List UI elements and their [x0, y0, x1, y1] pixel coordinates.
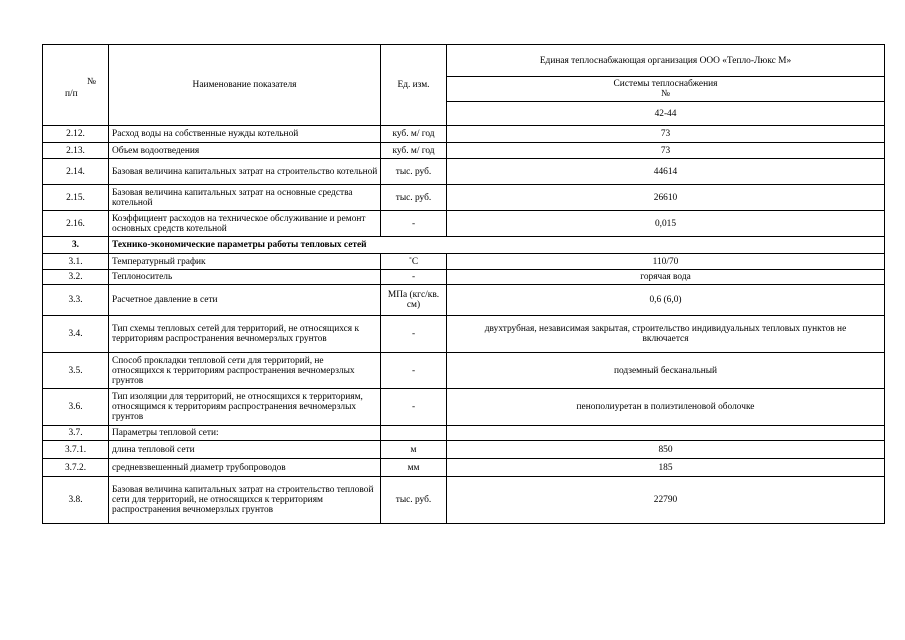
- table-row: [43, 185, 885, 211]
- row-value: 44614: [447, 159, 885, 185]
- row-unit: тыс. руб.: [381, 159, 447, 185]
- row-num: 2.15.: [43, 185, 109, 211]
- row-value: пенополиуретан в полиэтиленовой оболочке: [447, 389, 885, 426]
- table-row: [43, 441, 885, 459]
- header-system-id: 42-44: [447, 102, 885, 126]
- row-unit: [381, 426, 447, 441]
- header-pp: п/п: [65, 89, 78, 99]
- header-indicator: Наименование показателя: [109, 45, 381, 126]
- row-unit: м: [381, 441, 447, 459]
- table-row: [43, 143, 885, 159]
- row-num: 3.3.: [43, 285, 109, 316]
- row-unit: тыс. руб.: [381, 477, 447, 524]
- row-value: 22790: [447, 477, 885, 524]
- row-num: 3.7.: [43, 426, 109, 441]
- header-systems-num: №: [661, 89, 670, 99]
- header-systems: [447, 77, 885, 102]
- section-row: [43, 237, 885, 254]
- row-unit: куб. м/ год: [381, 143, 447, 159]
- parameters-table: [42, 44, 885, 524]
- row-unit: мм: [381, 459, 447, 477]
- row-value: 26610: [447, 185, 885, 211]
- row-name: Параметры тепловой сети:: [109, 426, 381, 441]
- row-num: 3.5.: [43, 353, 109, 389]
- header-unit: Ед. изм.: [381, 45, 447, 126]
- row-name: средневзвешенный диаметр трубопроводов: [109, 459, 381, 477]
- row-name: Температурный график: [109, 254, 381, 270]
- header-organization: Единая теплоснабжающая организация ООО «Тепло-Люкс М»: [447, 45, 885, 77]
- row-value: 110/70: [447, 254, 885, 270]
- header-number-cell: [43, 45, 109, 126]
- row-num: 2.12.: [43, 126, 109, 143]
- table-row: [43, 159, 885, 185]
- row-unit: -: [381, 211, 447, 237]
- row-value: 185: [447, 459, 885, 477]
- row-name: Тип изоляции для территорий, не относящихся к территориям, относящимся к территориям распространения вечномерзлых грунтов: [109, 389, 381, 426]
- table-row: [43, 477, 885, 524]
- row-unit: -: [381, 353, 447, 389]
- row-name: Расчетное давление в сети: [109, 285, 381, 316]
- row-num: 3.4.: [43, 316, 109, 353]
- row-unit: куб. м/ год: [381, 126, 447, 143]
- row-value: 0,015: [447, 211, 885, 237]
- table-row: [43, 316, 885, 353]
- table-row: [43, 459, 885, 477]
- row-name: Расход воды на собственные нужды котельной: [109, 126, 381, 143]
- row-unit: тыс. руб.: [381, 185, 447, 211]
- row-unit: -: [381, 270, 447, 285]
- section-title: Технико-экономические параметры работы тепловых сетей: [109, 237, 885, 254]
- header-number-sign: №: [87, 77, 96, 87]
- table-row: [43, 211, 885, 237]
- row-num: 3.2.: [43, 270, 109, 285]
- section-num: 3.: [43, 237, 109, 254]
- row-num: 3.7.2.: [43, 459, 109, 477]
- row-value: 850: [447, 441, 885, 459]
- row-num: 3.7.1.: [43, 441, 109, 459]
- row-name: Базовая величина капитальных затрат на основные средства котельной: [109, 185, 381, 211]
- row-name: Объем водоотведения: [109, 143, 381, 159]
- row-value: двухтрубная, независимая закрытая, строительство индивидуальных тепловых пунктов не включается: [447, 316, 885, 353]
- row-num: 3.6.: [43, 389, 109, 426]
- row-value: горячая вода: [447, 270, 885, 285]
- header-systems-label: Системы теплоснабжения: [613, 79, 718, 89]
- row-value: [447, 426, 885, 441]
- row-value: 73: [447, 143, 885, 159]
- row-num: 2.14.: [43, 159, 109, 185]
- row-value: подземный бесканальный: [447, 353, 885, 389]
- table-row: [43, 389, 885, 426]
- row-unit: -: [381, 316, 447, 353]
- row-unit: МПа (кгс/кв. см): [381, 285, 447, 316]
- row-value: 73: [447, 126, 885, 143]
- row-name: Теплоноситель: [109, 270, 381, 285]
- row-unit: ˚С: [381, 254, 447, 270]
- row-value: 0,6 (6,0): [447, 285, 885, 316]
- row-name: Способ прокладки тепловой сети для территорий, не относящихся к территориям распространения вечномерзлых грунтов: [109, 353, 381, 389]
- table-row: [43, 254, 885, 270]
- row-name: Базовая величина капитальных затрат на строительство котельной: [109, 159, 381, 185]
- row-num: 3.8.: [43, 477, 109, 524]
- row-name: Базовая величина капитальных затрат на строительство тепловой сети для территорий, не относящихся к территориям распространения вечномерзлых грунтов: [109, 477, 381, 524]
- table-row: [43, 126, 885, 143]
- row-name: Коэффициент расходов на техническое обслуживание и ремонт основных средств котельной: [109, 211, 381, 237]
- table-row: [43, 285, 885, 316]
- row-num: 2.16.: [43, 211, 109, 237]
- row-num: 2.13.: [43, 143, 109, 159]
- row-name: Тип схемы тепловых сетей для территорий, не относящихся к территориям распространения вечномерзлых грунтов: [109, 316, 381, 353]
- table-row: [43, 426, 885, 441]
- row-num: 3.1.: [43, 254, 109, 270]
- table-row: [43, 270, 885, 285]
- table-row: [43, 353, 885, 389]
- row-unit: -: [381, 389, 447, 426]
- row-name: длина тепловой сети: [109, 441, 381, 459]
